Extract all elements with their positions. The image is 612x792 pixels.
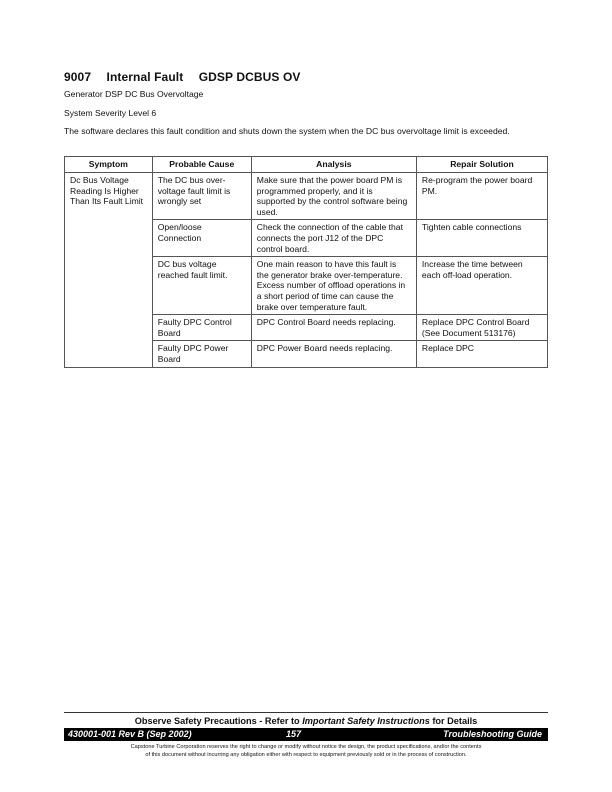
symptom-cell: Dc Bus Voltage Reading Is Higher Than Its Fault Limit [65,173,153,368]
analysis-cell: One main reason to have this fault is the generator brake over-temperature. Excess number of offload operations in a short period of time can cause the brake over temperature fault. [251,257,416,315]
safety-prefix: Observe Safety Precautions - Refer to [134,716,303,726]
fault-statement: The software declares this fault condition and shuts down the system when the DC bus overvoltage limit is exceeded. [64,126,510,136]
cause-cell: Faulty DPC Power Board [152,341,251,367]
header-probable-cause: Probable Cause [152,157,251,173]
guide-title: Troubleshooting Guide [443,729,542,739]
cause-cell: The DC bus over-voltage fault limit is wrongly set [152,173,251,220]
safety-suffix: for Details [429,716,478,726]
troubleshooting-table [64,156,548,368]
cause-cell: Open/loose Connection [152,220,251,257]
solution-cell: Re-program the power board PM. [416,173,547,220]
document-number: 430001-001 Rev B (Sep 2002) [68,729,192,739]
disclaimer-line: Capstone Turbine Corporation reserves the right to change or modify without notice the design, the product specifications, and/or the contents [130,744,482,750]
safety-emphasis: Important Safety Instructions [302,716,430,726]
analysis-cell: Make sure that the power board PM is programmed properly, and it is supported by the control software being used. [251,173,416,220]
solution-cell: Tighten cable connections [416,220,547,257]
table-row [65,173,548,220]
fault-code: 9007 [64,70,92,84]
fault-type: Internal Fault [106,70,184,84]
fault-description: Generator DSP DC Bus Overvoltage [64,89,204,99]
cause-cell: DC bus voltage reached fault limit. [152,257,251,315]
analysis-cell: DPC Control Board needs replacing. [251,315,416,341]
solution-cell: Increase the time between each off-load operation. [416,257,547,315]
fault-name: GDSP DCBUS OV [198,70,301,84]
analysis-cell: DPC Power Board needs replacing. [251,341,416,367]
severity-level: System Severity Level 6 [64,108,157,118]
disclaimer [64,744,548,759]
analysis-cell: Check the connection of the cable that connects the port J12 of the DPC control board. [251,220,416,257]
solution-cell: Replace DPC [416,341,547,367]
cause-cell: Faulty DPC Control Board [152,315,251,341]
table-header-row [65,157,548,173]
header-analysis: Analysis [251,157,416,173]
solution-cell: Replace DPC Control Board (See Document 513176) [416,315,547,341]
header-symptom: Symptom [65,157,153,173]
header-repair-solution: Repair Solution [416,157,547,173]
disclaimer-line: of this document without incurring any obligation either with respect to equipment previously sold or in the process of construction. [145,751,467,758]
fault-heading [64,70,301,84]
safety-notice [64,712,548,726]
footer-bar [64,728,548,741]
page-number: 157 [286,729,302,739]
